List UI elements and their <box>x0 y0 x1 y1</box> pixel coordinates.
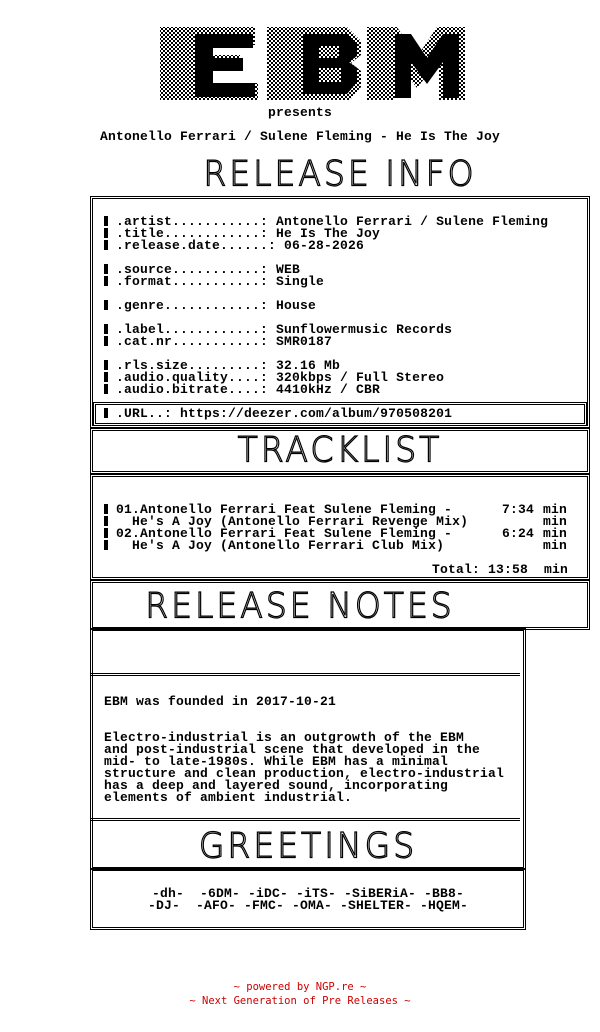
divider-top <box>90 673 520 684</box>
powered-by[interactable]: ~ powered by NGP.re ~ <box>233 981 367 993</box>
notes-line: and post-industrial scene that developed in the <box>104 742 481 757</box>
notes-line: mid- to late-1980s. While EBM has a minimal <box>104 754 449 769</box>
release-info-heading: RELEASE INFO <box>203 153 477 194</box>
release-notes-heading: RELEASE NOTES <box>145 585 455 626</box>
size-value: 32.16 Mb <box>276 358 341 373</box>
label-label: .label............: <box>116 322 269 337</box>
source-value: WEB <box>276 262 301 277</box>
url-label: .URL..: <box>116 406 173 421</box>
presents-text: presents <box>267 105 332 120</box>
greetings-line: -DJ- -AFO- -FMC- -OMA- -SHELTER- -HQEM- <box>147 898 469 913</box>
ebm-logo <box>155 22 465 100</box>
format-label: .format...........: <box>116 274 269 289</box>
tracklist-heading: TRACKLIST <box>237 429 443 470</box>
ngp-tagline: ~ Next Generation of Pre Releases ~ <box>189 995 411 1007</box>
track-time: 7:34 <box>502 502 535 517</box>
total-time: Total: 13:58 min <box>432 562 569 577</box>
date-label: .release.date......: <box>116 238 277 253</box>
quality-label: .audio.quality....: <box>116 370 269 385</box>
catnr-value: SMR0187 <box>276 334 333 349</box>
track-row: 02.Antonello Ferrari Feat Sulene Fleming - <box>104 528 452 540</box>
notes-line: has a deep and layered sound, incorporating <box>104 778 449 793</box>
size-label: .rls.size.........: <box>116 358 269 373</box>
founded-line: EBM was founded in 2017-10-21 <box>104 694 337 709</box>
artist-value: Antonello Ferrari / Sulene Fleming <box>276 214 549 229</box>
date-value: 06-28-2026 <box>284 238 365 253</box>
url-link[interactable]: https://deezer.com/album/970508201 <box>180 406 453 421</box>
track-row: He's A Joy (Antonello Ferrari Club Mix) <box>104 540 444 552</box>
track-row: He's A Joy (Antonello Ferrari Revenge Mix) <box>104 516 468 528</box>
format-value: Single <box>276 274 325 289</box>
genre-label: .genre............: <box>116 298 269 313</box>
track-unit: min <box>543 502 568 517</box>
notes-line: elements of ambient industrial. <box>104 790 353 805</box>
title-label: .title............: <box>116 226 269 241</box>
track-time: 6:24 <box>502 526 535 541</box>
quality-value: 320kbps / Full Stereo <box>276 370 445 385</box>
notes-line: structure and clean production, electro-industrial <box>104 766 505 781</box>
title-value: He Is The Joy <box>276 226 381 241</box>
track-unit: min <box>543 514 568 529</box>
greetings-line: -dh- -6DM- -iDC- -iTS- -SiBERiA- -BB8- <box>151 886 465 901</box>
artist-label: .artist...........: <box>116 214 269 229</box>
track-unit: min <box>543 526 568 541</box>
genre-value: House <box>276 298 317 313</box>
catnr-label: .cat.nr...........: <box>116 334 269 349</box>
track-unit: min <box>543 538 568 553</box>
track-row: 01.Antonello Ferrari Feat Sulene Fleming - <box>104 504 452 516</box>
bitrate-value: 4410kHz / CBR <box>276 382 381 397</box>
greetings-heading: GREETINGS <box>198 825 418 866</box>
notes-line: Electro-industrial is an outgrowth of the EBM <box>104 730 465 745</box>
bitrate-label: .audio.bitrate....: <box>116 382 269 397</box>
release-headline: Antonello Ferrari / Sulene Fleming - He Is The Joy <box>99 129 501 144</box>
source-label: .source...........: <box>116 262 269 277</box>
label-value: Sunflowermusic Records <box>276 322 453 337</box>
